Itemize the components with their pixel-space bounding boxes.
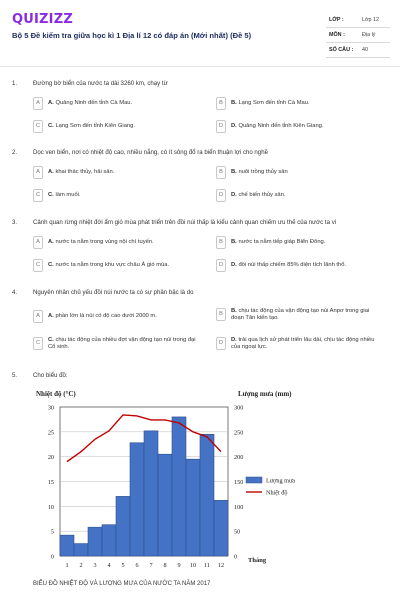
option-text: trải qua lịch sử phát triển lâu dài, chịu tác động nhiều của ngoại lực. xyxy=(231,337,375,351)
option-key: D. xyxy=(231,337,237,343)
rain-bar xyxy=(88,527,102,556)
option-text: nước ta nằm trong vùng nội chí tuyến. xyxy=(55,239,154,245)
option-key: B. xyxy=(231,239,237,245)
meta-table xyxy=(326,13,390,58)
question-number: 1. xyxy=(12,80,18,87)
x-tick-label: 8 xyxy=(163,562,167,569)
document-title: Bộ 5 Đề kiểm tra giữa học kì 1 Địa lí 12 có đáp án (Mới nhất) (Đề 5) xyxy=(12,31,252,40)
rain-bar xyxy=(172,417,186,556)
option-letter: C xyxy=(33,189,43,202)
right-axis-label: Lượng mưa (mm) xyxy=(238,390,292,398)
option-letter: A xyxy=(33,166,43,179)
x-tick-label: 10 xyxy=(189,562,197,569)
rain-bar xyxy=(116,496,130,556)
meta-value: 40 xyxy=(362,47,368,53)
left-tick-label: 25 xyxy=(47,429,54,437)
option-text: chịu tác động của nhiều đợt vận động tạo núi trong đại Cổ sinh. xyxy=(48,337,196,351)
option-letter: B xyxy=(216,166,226,179)
option-letter: C xyxy=(33,259,43,272)
option-key: A. xyxy=(48,239,54,245)
rain-bar xyxy=(144,431,158,556)
rain-bar xyxy=(130,443,144,556)
option-letter: A xyxy=(33,97,43,110)
question-text: Nguyên nhân chủ yếu đồi núi nước ta có sự phân bậc là do xyxy=(33,289,194,296)
option-text: khai thác thủy, hải sản. xyxy=(55,169,115,175)
option-key: C. xyxy=(48,123,54,129)
legend-temp-label: Nhiệt độ xyxy=(266,489,288,497)
x-tick-label: 9 xyxy=(177,562,181,569)
option-text: phần lớn là núi có độ cao dưới 2000 m. xyxy=(55,313,157,319)
right-tick-label: 100 xyxy=(234,503,244,511)
option-text: Quảng Ninh đến tỉnh Kiên Giang. xyxy=(238,123,324,129)
meta-value: Địa lý xyxy=(362,32,376,38)
option-key: A. xyxy=(48,313,54,319)
legend-rain-swatch xyxy=(246,477,262,483)
rain-bar xyxy=(214,500,228,556)
x-axis-label: Tháng xyxy=(248,557,267,564)
option-key: B. xyxy=(231,100,237,106)
option-text: chế biến thủy sản. xyxy=(238,192,286,198)
meta-label: LỚP : xyxy=(329,17,344,23)
x-tick-label: 11 xyxy=(204,562,210,569)
rain-bar xyxy=(200,434,214,556)
left-tick-label: 0 xyxy=(50,553,54,561)
option-letter: C xyxy=(33,337,43,350)
rain-bar xyxy=(60,535,74,556)
question-text: Đường bờ biển của nước ta dài 3260 km, chạy từ xyxy=(33,80,168,87)
option-key: A. xyxy=(48,169,54,175)
question-text: Cảnh quan rừng nhiệt đới ẩm gió mùa phát triển trên đồi núi thấp là kiểu cảnh quan chiếm ưu thế của nước ta vì xyxy=(33,219,337,226)
option-letter: D xyxy=(216,259,226,272)
x-tick-label: 12 xyxy=(217,562,225,569)
chart-caption: BIỂU ĐỒ NHIỆT ĐỘ VÀ LƯỢNG MƯA CỦA NƯỚC TA NĂM 2017 xyxy=(33,581,211,587)
header xyxy=(0,0,400,66)
left-axis-label: Nhiệt độ (°C) xyxy=(36,390,76,398)
question-number: 2. xyxy=(12,149,18,156)
chart-svg xyxy=(24,380,354,580)
option-text: Lạng Sơn đến tỉnh Cà Mau. xyxy=(238,100,310,106)
option-text: Lạng Sơn đến tỉnh Kiên Giang. xyxy=(55,123,135,129)
x-tick-label: 7 xyxy=(149,562,153,569)
question-text: Dọc ven biển, nơi có nhiệt độ cao, nhiều nắng, có ít sông đổ ra biển thuận lợi cho nghề xyxy=(33,149,268,156)
x-tick-label: 6 xyxy=(135,562,139,569)
right-tick-label: 300 xyxy=(234,404,244,412)
option-text: chịu tác động của vận động tạo núi Anpơ trong giai đoạn Tân kiến tạo. xyxy=(231,308,370,322)
option-key: C. xyxy=(48,192,54,198)
left-tick-label: 10 xyxy=(47,503,54,511)
x-tick-label: 5 xyxy=(121,562,125,569)
option-text: nước ta nằm tiếp giáp Biển Đông. xyxy=(238,239,326,245)
climate-chart xyxy=(24,380,354,595)
right-tick-label: 250 xyxy=(234,429,244,437)
option-key: D. xyxy=(231,262,237,268)
meta-label: SỐ CÂU : xyxy=(329,47,354,53)
right-tick-label: 50 xyxy=(234,528,241,536)
meta-value: Lớp 12 xyxy=(362,17,380,23)
option-key: C. xyxy=(48,337,54,343)
option-letter: D xyxy=(216,337,226,350)
meta-row-subject xyxy=(326,28,390,43)
option-text: nước ta nằm trong khu vực châu Á gió mùa. xyxy=(55,262,170,268)
right-tick-label: 200 xyxy=(234,454,244,462)
rain-bar xyxy=(74,544,88,556)
option-letter: C xyxy=(33,120,43,133)
left-tick-label: 20 xyxy=(47,454,54,462)
rain-bar xyxy=(186,459,200,556)
option-letter: B xyxy=(216,236,226,249)
option-letter: B xyxy=(216,97,226,110)
left-tick-label: 5 xyxy=(50,528,54,536)
meta-label: MÔN : xyxy=(329,32,345,38)
option-key: C. xyxy=(48,262,54,268)
rain-bar xyxy=(158,454,172,556)
option-text: đồi núi thấp chiếm 85% diện tích lãnh thổ. xyxy=(238,262,347,268)
option-key: D. xyxy=(231,192,237,198)
left-tick-label: 15 xyxy=(47,479,54,486)
option-letter: B xyxy=(216,308,226,321)
question-number: 5. xyxy=(12,372,18,379)
question-number: 3. xyxy=(12,219,18,226)
right-tick-label: 0 xyxy=(234,553,238,561)
option-letter: D xyxy=(216,120,226,133)
option-text: nuôi trồng thủy sản xyxy=(238,169,288,175)
left-tick-label: 30 xyxy=(47,404,54,412)
legend-rain-label: Lượng mưa xyxy=(266,477,296,485)
x-tick-label: 1 xyxy=(65,562,69,569)
x-tick-label: 3 xyxy=(93,562,97,569)
option-key: A. xyxy=(48,100,54,106)
header-divider xyxy=(0,66,400,67)
option-letter: A xyxy=(33,310,43,323)
question-number: 4. xyxy=(12,289,18,296)
x-tick-label: 2 xyxy=(79,562,83,569)
meta-row-count xyxy=(326,43,390,58)
quizizz-logo: QUIZIZZ xyxy=(12,12,73,27)
option-letter: D xyxy=(216,189,226,202)
question-text: Cho biểu đồ: xyxy=(33,372,68,379)
option-text: Quảng Ninh đến tỉnh Cà Mau. xyxy=(55,100,133,106)
option-key: B. xyxy=(231,308,237,314)
rain-bar xyxy=(102,525,116,556)
option-text: làm muối. xyxy=(55,192,81,198)
option-key: D. xyxy=(231,123,237,129)
right-tick-label: 150 xyxy=(234,479,244,486)
meta-row-class xyxy=(326,13,390,28)
option-key: B. xyxy=(231,169,237,175)
option-letter: A xyxy=(33,236,43,249)
x-tick-label: 4 xyxy=(107,562,111,569)
